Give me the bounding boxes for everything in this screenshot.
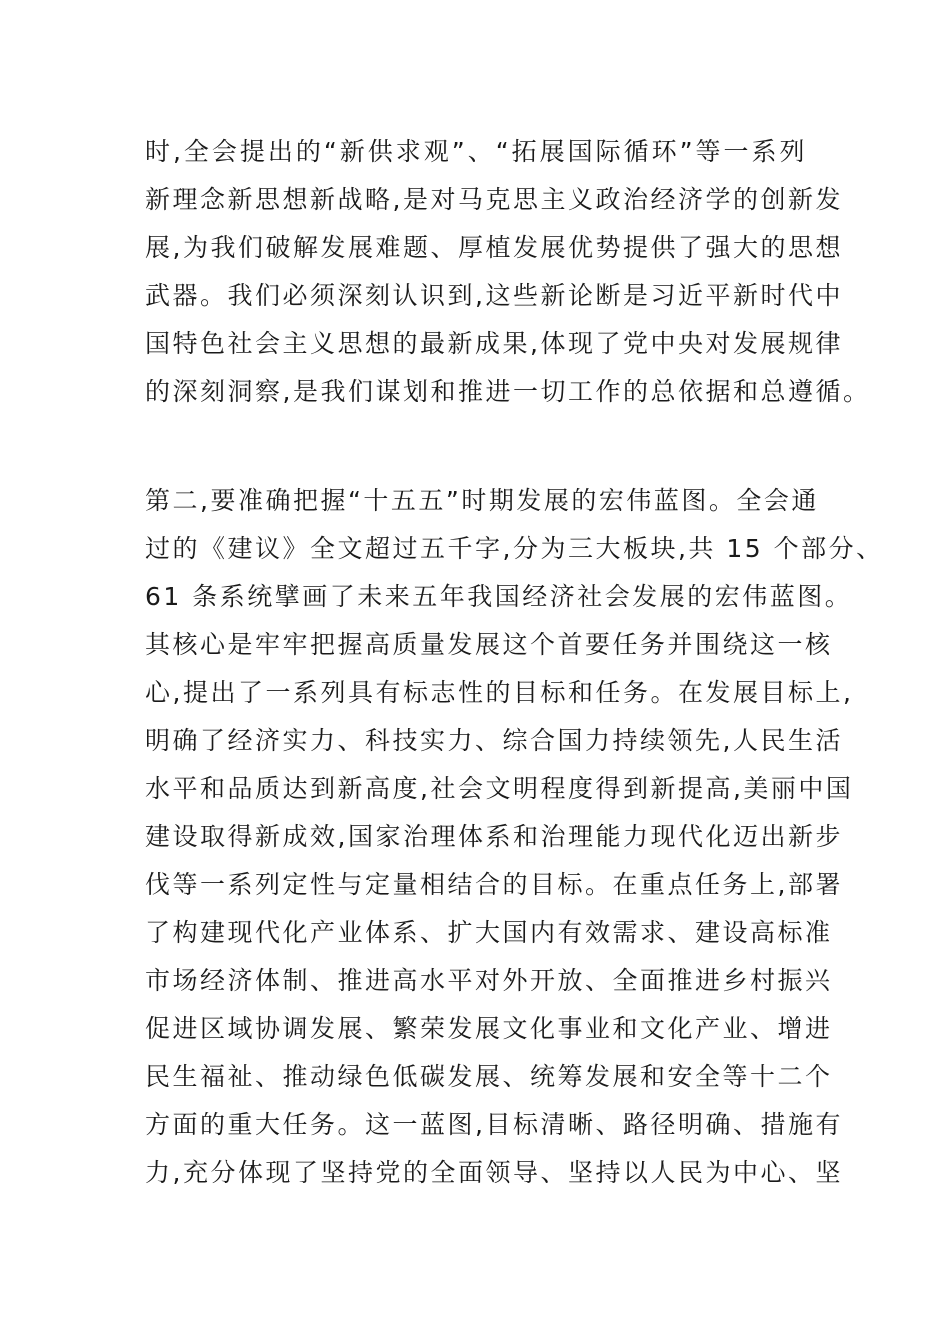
text-line: 促进区域协调发展、繁荣发展文化事业和文化产业、增进 xyxy=(145,1014,833,1043)
text-line: 过的《建议》全文超过五千字,分为三大板块,共 15 个部分、 xyxy=(145,534,884,563)
text-line: 方面的重大任务。这一蓝图,目标清晰、路径明确、措施有 xyxy=(145,1110,843,1139)
text-line: 的深刻洞察,是我们谋划和推进一切工作的总依据和总遵循。 xyxy=(145,377,871,406)
text-line: 61 条系统擘画了未来五年我国经济社会发展的宏伟蓝图。 xyxy=(145,582,853,611)
text-line: 市场经济体制、推进高水平对外开放、全面推进乡村振兴 xyxy=(145,966,833,995)
text-line: 第二,要准确把握“十五五”时期发展的宏伟蓝图。全会通 xyxy=(145,486,819,515)
paragraph-2 xyxy=(145,477,884,1197)
text-line: 明确了经济实力、科技实力、综合国力持续领先,人民生活 xyxy=(145,726,843,755)
text-line: 武器。我们必须深刻认识到,这些新论断是习近平新时代中 xyxy=(145,281,843,310)
text-line: 建设取得新成效,国家治理体系和治理能力现代化迈出新步 xyxy=(145,822,843,851)
text-line: 时,全会提出的“新供求观”、“拓展国际循环”等一系列 xyxy=(145,137,807,166)
text-line: 伐等一系列定性与定量相结合的目标。在重点任务上,部署 xyxy=(145,870,843,899)
text-line: 水平和品质达到新高度,社会文明程度得到新提高,美丽中国 xyxy=(145,774,854,803)
text-line: 新理念新思想新战略,是对马克思主义政治经济学的创新发 xyxy=(145,185,843,214)
text-line: 力,充分体现了坚持党的全面领导、坚持以人民为中心、坚 xyxy=(145,1158,843,1187)
text-line: 其核心是牢牢把握高质量发展这个首要任务并围绕这一核 xyxy=(145,630,833,659)
text-line: 国特色社会主义思想的最新成果,体现了党中央对发展规律 xyxy=(145,329,843,358)
text-line: 心,提出了一系列具有标志性的目标和任务。在发展目标上, xyxy=(145,678,854,707)
text-line: 展,为我们破解发展难题、厚植发展优势提供了强大的思想 xyxy=(145,233,843,262)
text-line: 民生福祉、推动绿色低碳发展、统筹发展和安全等十二个 xyxy=(145,1062,833,1091)
paragraph-1 xyxy=(145,128,871,416)
text-line: 了构建现代化产业体系、扩大国内有效需求、建设高标准 xyxy=(145,918,833,947)
